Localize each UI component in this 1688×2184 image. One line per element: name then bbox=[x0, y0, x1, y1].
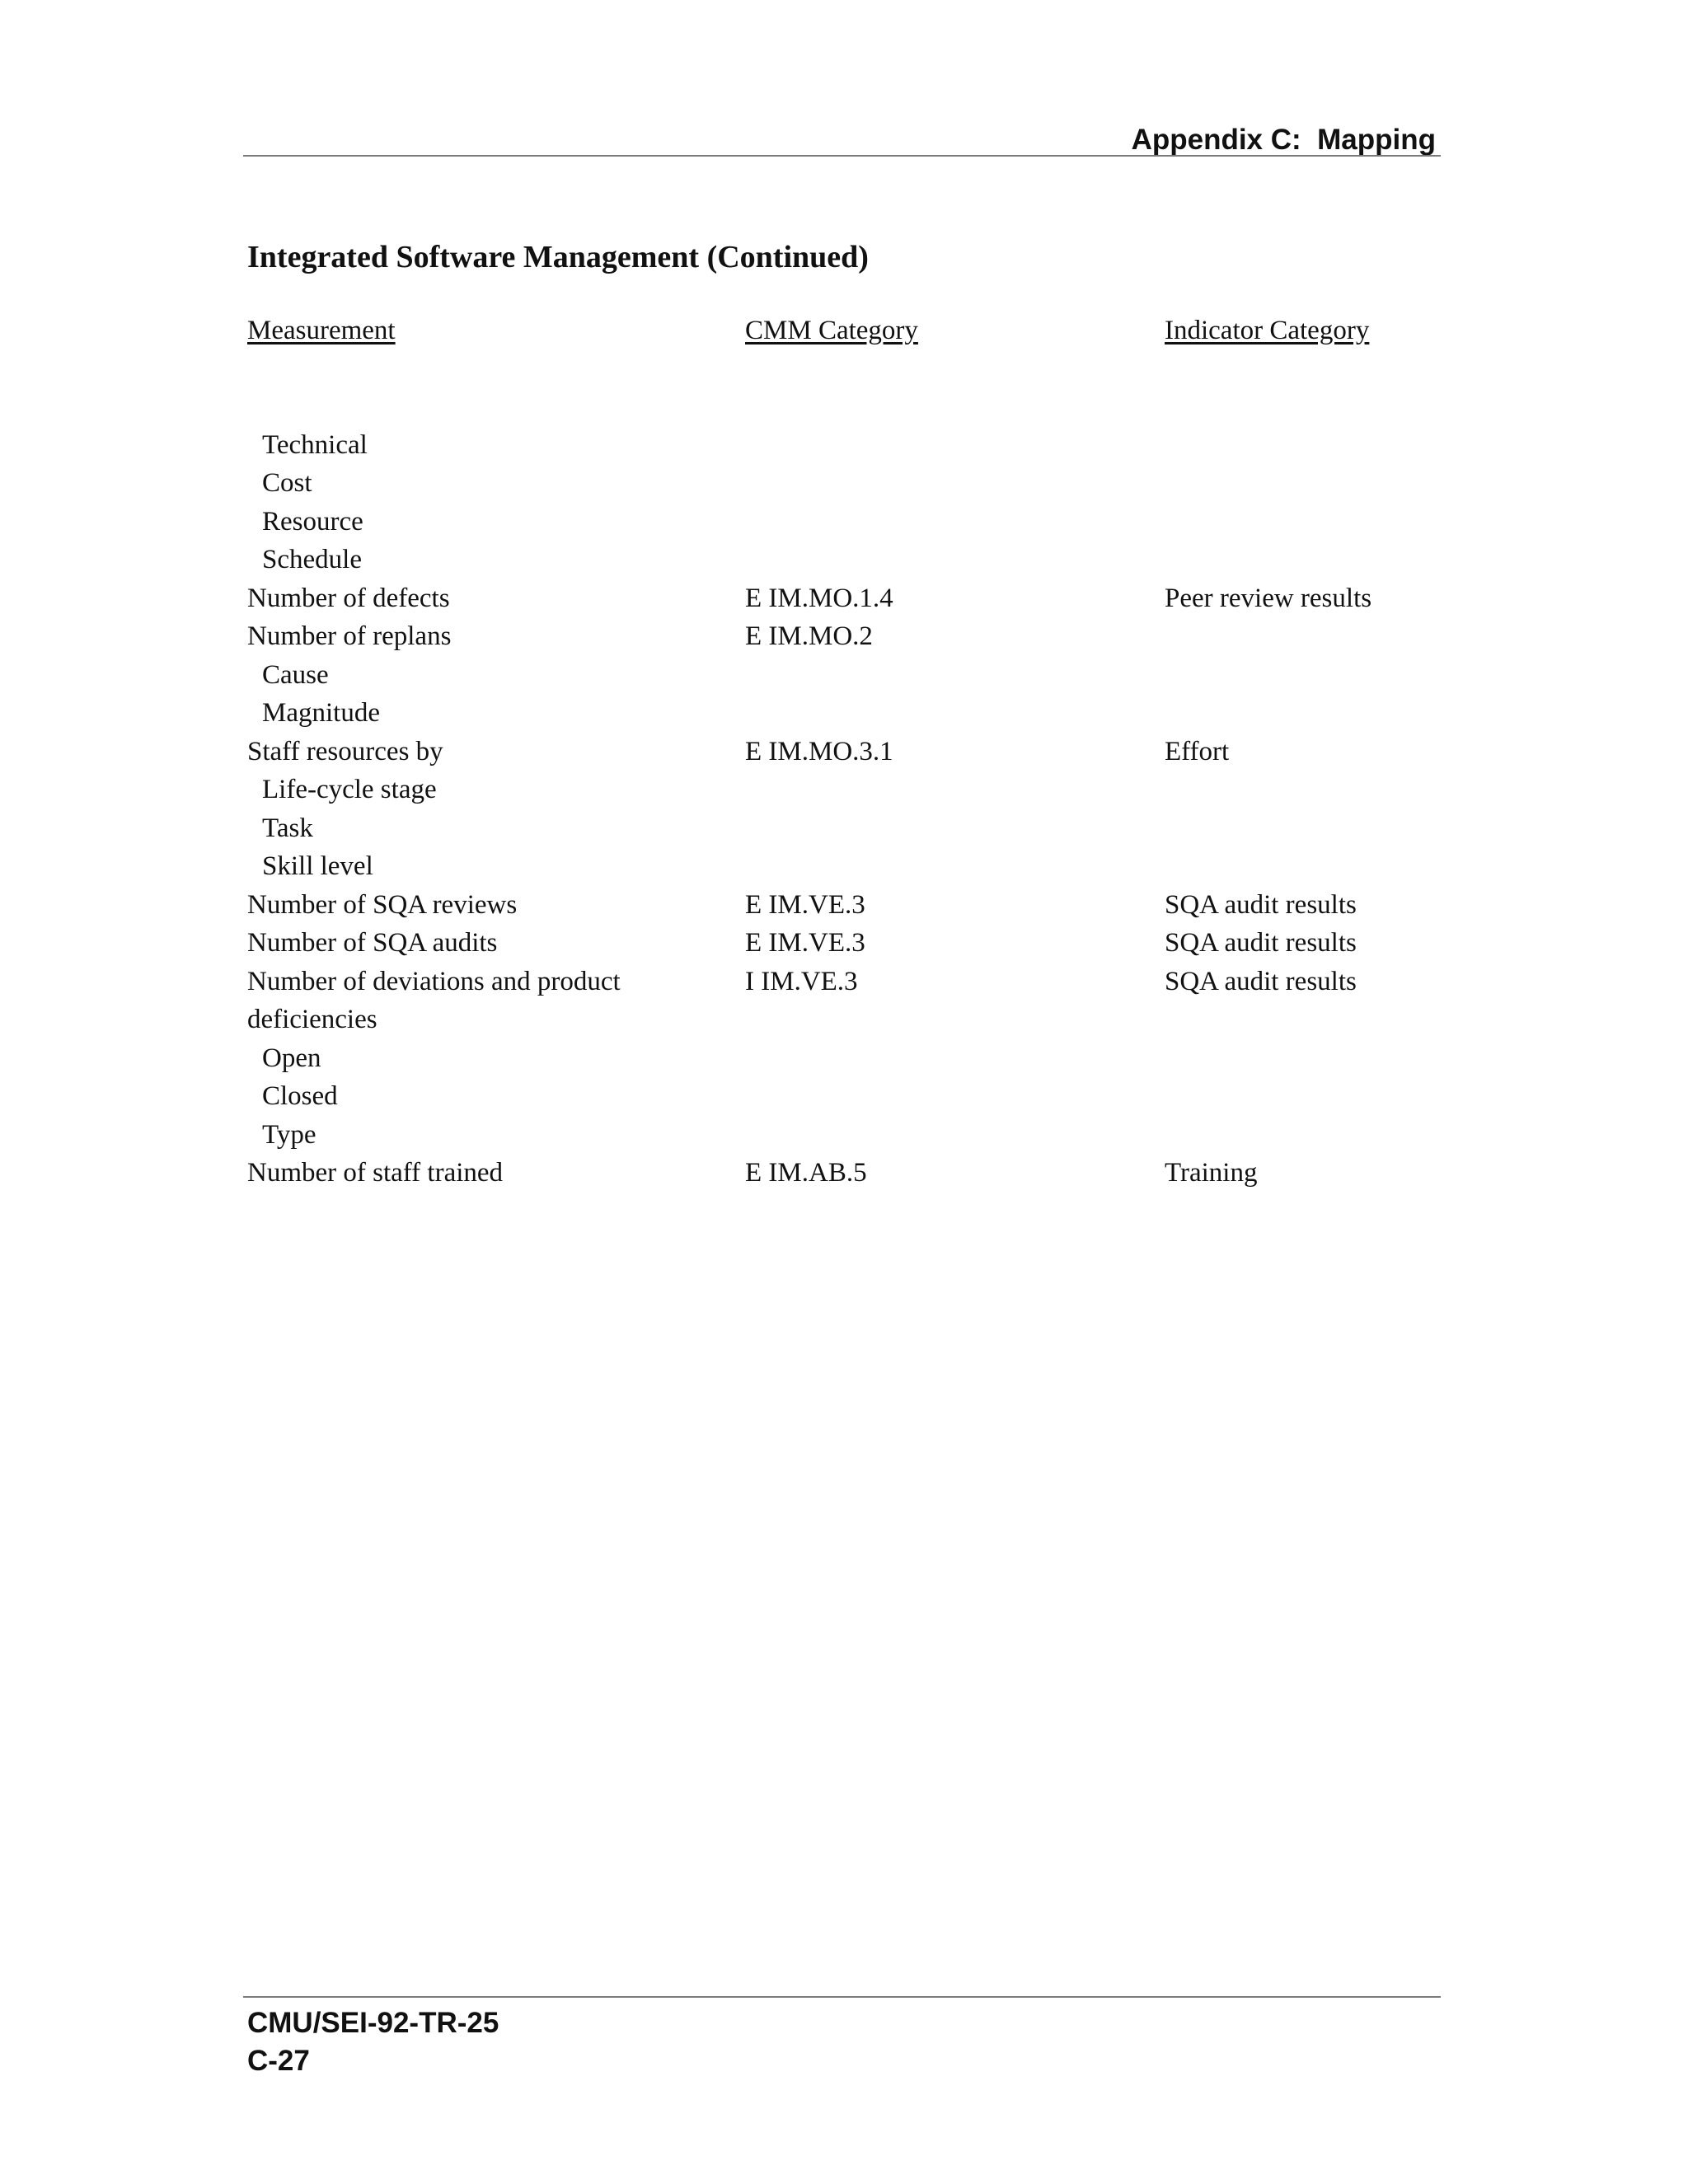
table-row bbox=[247, 771, 1434, 809]
footer-rule bbox=[243, 1996, 1441, 1998]
header-rule bbox=[243, 155, 1441, 157]
measurement-cell: Number of replans bbox=[247, 621, 452, 651]
section-title: Integrated Software Management (Continued) bbox=[247, 240, 869, 274]
cmm-category-cell: E IM.VE.3 bbox=[745, 889, 865, 920]
table-row bbox=[247, 464, 1434, 503]
measurement-cell: Open bbox=[262, 1043, 321, 1073]
indicator-category-cell: Effort bbox=[1165, 736, 1230, 766]
table-row bbox=[247, 924, 1434, 963]
measurement-cell: Schedule bbox=[262, 545, 362, 574]
cmm-category-cell: E IM.MO.2 bbox=[745, 621, 873, 651]
column-header-measurement: Measurement bbox=[247, 316, 396, 345]
table-row bbox=[247, 694, 1434, 733]
measurement-cell: Staff resources by bbox=[247, 736, 443, 766]
page-number: C-27 bbox=[247, 2045, 310, 2077]
measurement-cell: Closed bbox=[262, 1081, 338, 1111]
table-row bbox=[247, 541, 1434, 579]
indicator-category-cell: SQA audit results bbox=[1165, 889, 1357, 920]
table-row bbox=[247, 1001, 1434, 1039]
running-footer bbox=[247, 2004, 499, 2080]
running-header: Appendix C: Mapping bbox=[1131, 124, 1436, 156]
table-row bbox=[247, 617, 1434, 656]
report-id: CMU/SEI-92-TR-25 bbox=[247, 2007, 499, 2039]
table-row bbox=[247, 656, 1434, 695]
table-row bbox=[247, 886, 1434, 925]
table-row bbox=[247, 1116, 1434, 1155]
cmm-category-cell: E IM.AB.5 bbox=[745, 1158, 867, 1188]
table-row bbox=[247, 1154, 1434, 1193]
measurement-cell: Resource bbox=[262, 506, 363, 537]
measurement-cell: Type bbox=[262, 1119, 316, 1150]
table-row bbox=[247, 1039, 1434, 1078]
measurement-cell: Magnitude bbox=[262, 698, 380, 728]
measurement-cell: Cause bbox=[262, 659, 329, 690]
column-header-indicator-category: Indicator Category bbox=[1165, 316, 1370, 345]
measurement-cell: Number of SQA reviews bbox=[247, 889, 518, 920]
table-row bbox=[247, 503, 1434, 541]
measurement-cell: Number of deviations and product bbox=[247, 966, 621, 996]
cmm-category-cell: E IM.MO.1.4 bbox=[745, 583, 893, 613]
measurement-cell: Number of defects bbox=[247, 583, 450, 613]
table-row bbox=[247, 387, 1434, 426]
indicator-category-cell: Training bbox=[1165, 1158, 1258, 1188]
measurement-cell: Number of SQA audits bbox=[247, 928, 498, 958]
table-row bbox=[247, 426, 1434, 465]
measurement-cell: Life-cycle stage bbox=[262, 775, 437, 804]
table-row bbox=[247, 963, 1434, 1001]
cmm-category-cell: E IM.VE.3 bbox=[745, 928, 865, 958]
measurement-cell: Number of staff trained bbox=[247, 1158, 504, 1188]
measurement-cell: Skill level bbox=[262, 851, 373, 881]
cmm-category-cell: I IM.VE.3 bbox=[745, 966, 858, 996]
indicator-category-cell: SQA audit results bbox=[1165, 928, 1357, 958]
table-row bbox=[247, 733, 1434, 771]
table-row bbox=[247, 847, 1434, 886]
table-row bbox=[247, 1077, 1434, 1116]
cmm-category-cell: E IM.MO.3.1 bbox=[745, 736, 893, 766]
indicator-category-cell: Peer review results bbox=[1165, 583, 1372, 613]
table-row bbox=[247, 809, 1434, 848]
measurement-cell: Cost bbox=[262, 468, 312, 498]
indicator-category-cell: SQA audit results bbox=[1165, 966, 1357, 996]
column-header-cmm-category: CMM Category bbox=[745, 316, 918, 345]
measurement-cell: Technical bbox=[262, 429, 368, 460]
measurement-cell: deficiencies bbox=[247, 1005, 377, 1034]
mapping-table bbox=[247, 387, 1434, 1193]
table-row bbox=[247, 579, 1434, 618]
measurement-cell: Task bbox=[262, 813, 313, 843]
